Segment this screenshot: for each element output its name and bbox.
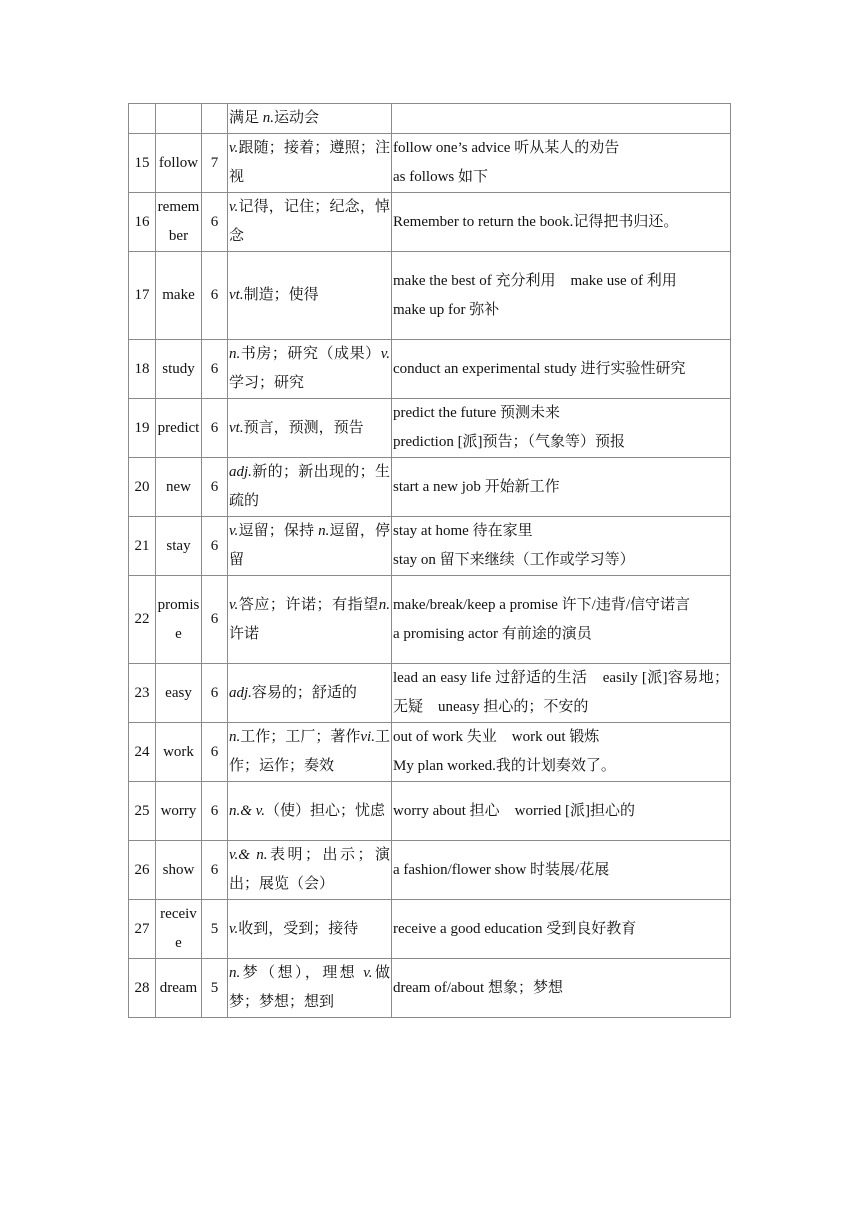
- definition-text: 制造；使得: [243, 287, 319, 303]
- row-number: 21: [129, 517, 156, 576]
- table-row: [129, 576, 731, 664]
- frequency: [202, 104, 228, 134]
- part-of-speech: vt.: [229, 287, 244, 303]
- vocabulary-table-body: [129, 104, 731, 1018]
- table-row: [129, 458, 731, 517]
- headword: remember: [156, 193, 202, 252]
- part-of-speech: v.: [229, 199, 239, 215]
- definition-text: （使）担心；忧虑: [264, 802, 385, 819]
- definition-text: 收到，受到；接待: [238, 920, 359, 937]
- phrase-line: stay at home 待在家里: [393, 523, 533, 539]
- part-of-speech: v.: [229, 140, 239, 156]
- headword: study: [156, 340, 202, 399]
- meaning: [228, 517, 392, 576]
- row-number: 25: [129, 782, 156, 841]
- phrases: [392, 959, 731, 1018]
- part-of-speech: v.: [363, 965, 373, 981]
- headword: dream: [156, 959, 202, 1018]
- meaning: [228, 664, 392, 723]
- row-number: 27: [129, 900, 156, 959]
- table-row: [129, 193, 731, 252]
- headword: make: [156, 252, 202, 340]
- definition-text: 工作；运作；奏效: [229, 729, 390, 774]
- phrase-line: My plan worked.我的计划奏效了。: [393, 758, 616, 774]
- phrase-line: prediction [派]预告；（气象等）预报: [393, 434, 626, 450]
- part-of-speech: n.: [229, 346, 241, 362]
- definition-text: 答应；许诺；有指望: [238, 596, 379, 613]
- phrase-line: a promising actor 有前途的演员: [393, 625, 592, 642]
- headword: worry: [156, 782, 202, 841]
- row-number: 26: [129, 841, 156, 900]
- frequency: 5: [202, 900, 228, 959]
- definition-text: 容易的；舒适的: [251, 684, 357, 701]
- table-row: [129, 782, 731, 841]
- frequency: 6: [202, 458, 228, 517]
- phrases: [392, 900, 731, 959]
- meaning: [228, 134, 392, 193]
- part-of-speech: vi.: [360, 729, 375, 745]
- frequency: 6: [202, 723, 228, 782]
- part-of-speech: v.: [229, 596, 239, 613]
- definition-text: 许诺: [229, 625, 260, 642]
- table-row: [129, 399, 731, 458]
- phrase-line: worry about 担心 worried [派]担心的: [393, 802, 636, 819]
- part-of-speech: vt.: [229, 419, 244, 436]
- table-row: [129, 664, 731, 723]
- row-number: 19: [129, 399, 156, 458]
- definition-text: 工作；工厂；著作: [240, 729, 361, 745]
- definition-text: 学习；研究: [229, 375, 305, 391]
- frequency: 6: [202, 340, 228, 399]
- headword: easy: [156, 664, 202, 723]
- headword: receive: [156, 900, 202, 959]
- definition-text: 逗留；保持: [238, 523, 319, 539]
- phrase-line: Remember to return the book.记得把书归还。: [393, 213, 679, 230]
- frequency: 6: [202, 841, 228, 900]
- row-number: 18: [129, 340, 156, 399]
- phrase-line: predict the future 预测未来: [393, 405, 561, 421]
- definition-text: 表明；出示；演出；展览（会）: [229, 847, 390, 892]
- definition-text: 满足: [229, 110, 263, 126]
- definition-text: 记得，记住；纪念，悼念: [229, 199, 390, 244]
- part-of-speech: adj.: [229, 464, 252, 480]
- row-number: 24: [129, 723, 156, 782]
- table-row: [129, 959, 731, 1018]
- vocabulary-table: [128, 103, 731, 1018]
- phrases: [392, 252, 731, 340]
- phrase-line: start a new job 开始新工作: [393, 478, 560, 495]
- frequency: 5: [202, 959, 228, 1018]
- phrases: [392, 517, 731, 576]
- meaning: [228, 959, 392, 1018]
- table-row: [129, 340, 731, 399]
- frequency: 6: [202, 517, 228, 576]
- meaning: [228, 399, 392, 458]
- meaning: [228, 458, 392, 517]
- table-row: [129, 252, 731, 340]
- meaning: [228, 782, 392, 841]
- part-of-speech: n.: [262, 110, 275, 126]
- phrases: [392, 399, 731, 458]
- phrases: [392, 664, 731, 723]
- definition-text: 逗留，停留: [229, 523, 390, 568]
- headword: promise: [156, 576, 202, 664]
- part-of-speech: v.: [229, 920, 239, 937]
- part-of-speech: v.: [380, 346, 390, 362]
- frequency: 7: [202, 134, 228, 193]
- meaning: [228, 576, 392, 664]
- part-of-speech: n.& v.: [229, 802, 265, 819]
- part-of-speech: v.: [229, 523, 239, 539]
- definition-text: 做梦；梦想；想到: [229, 965, 390, 1010]
- meaning: [228, 340, 392, 399]
- meaning: [228, 900, 392, 959]
- definition-text: 梦（想），理想: [240, 965, 364, 981]
- table-row: [129, 517, 731, 576]
- table-row: [129, 723, 731, 782]
- row-number: 28: [129, 959, 156, 1018]
- headword: work: [156, 723, 202, 782]
- frequency: 6: [202, 193, 228, 252]
- phrase-line: make up for 弥补: [393, 301, 500, 318]
- meaning: [228, 841, 392, 900]
- definition-text: 运动会: [274, 110, 320, 126]
- headword: stay: [156, 517, 202, 576]
- phrases: [392, 340, 731, 399]
- phrases: [392, 458, 731, 517]
- definition-text: 跟随；接着；遵照；注视: [229, 140, 390, 185]
- meaning: [228, 723, 392, 782]
- part-of-speech: n.: [229, 965, 241, 981]
- part-of-speech: n.: [229, 729, 241, 745]
- definition-text: 预言，预测，预告: [243, 419, 364, 436]
- headword: predict: [156, 399, 202, 458]
- phrase-line: conduct an experimental study 进行实验性研究: [393, 360, 686, 377]
- table-row: [129, 134, 731, 193]
- headword: show: [156, 841, 202, 900]
- phrases: [392, 134, 731, 193]
- phrases: [392, 782, 731, 841]
- part-of-speech: n.: [378, 596, 390, 613]
- row-number: 23: [129, 664, 156, 723]
- phrase-line: stay on 留下来继续（工作或学习等）: [393, 552, 635, 568]
- phrase-line: out of work 失业 work out 锻炼: [393, 729, 600, 745]
- frequency: 6: [202, 664, 228, 723]
- meaning: [228, 252, 392, 340]
- phrases: [392, 576, 731, 664]
- phrase-line: a fashion/flower show 时装展/花展: [393, 861, 610, 878]
- meaning: [228, 193, 392, 252]
- row-number: [129, 104, 156, 134]
- frequency: 6: [202, 399, 228, 458]
- row-number: 17: [129, 252, 156, 340]
- part-of-speech: n.: [318, 523, 330, 539]
- definition-text: 新的；新出现的；生疏的: [229, 464, 390, 509]
- phrase-line: make the best of 充分利用 make use of 利用: [393, 272, 677, 289]
- phrase-line: dream of/about 想象；梦想: [393, 979, 563, 996]
- row-number: 20: [129, 458, 156, 517]
- phrases: [392, 193, 731, 252]
- part-of-speech: adj.: [229, 684, 252, 701]
- table-row: [129, 841, 731, 900]
- row-number: 16: [129, 193, 156, 252]
- phrases: [392, 104, 731, 134]
- row-number: 15: [129, 134, 156, 193]
- meaning: [228, 104, 392, 134]
- table-row: [129, 104, 731, 134]
- phrases: [392, 723, 731, 782]
- frequency: 6: [202, 782, 228, 841]
- phrase-line: as follows 如下: [393, 169, 488, 185]
- row-number: 22: [129, 576, 156, 664]
- definition-text: 书房；研究（成果）: [240, 346, 381, 362]
- phrase-line: follow one’s advice 听从某人的劝告: [393, 140, 620, 156]
- frequency: 6: [202, 252, 228, 340]
- phrase-line: make/break/keep a promise 许下/违背/信守诺言: [393, 596, 691, 613]
- headword: [156, 104, 202, 134]
- headword: new: [156, 458, 202, 517]
- phrase-line: lead an easy life 过舒适的生活 easily [派]容易地；无疑 uneasy 担心的；不安的: [393, 670, 729, 715]
- phrase-line: receive a good education 受到良好教育: [393, 920, 637, 937]
- frequency: 6: [202, 576, 228, 664]
- phrases: [392, 841, 731, 900]
- table-row: [129, 900, 731, 959]
- headword: follow: [156, 134, 202, 193]
- part-of-speech: v.& n.: [229, 847, 268, 863]
